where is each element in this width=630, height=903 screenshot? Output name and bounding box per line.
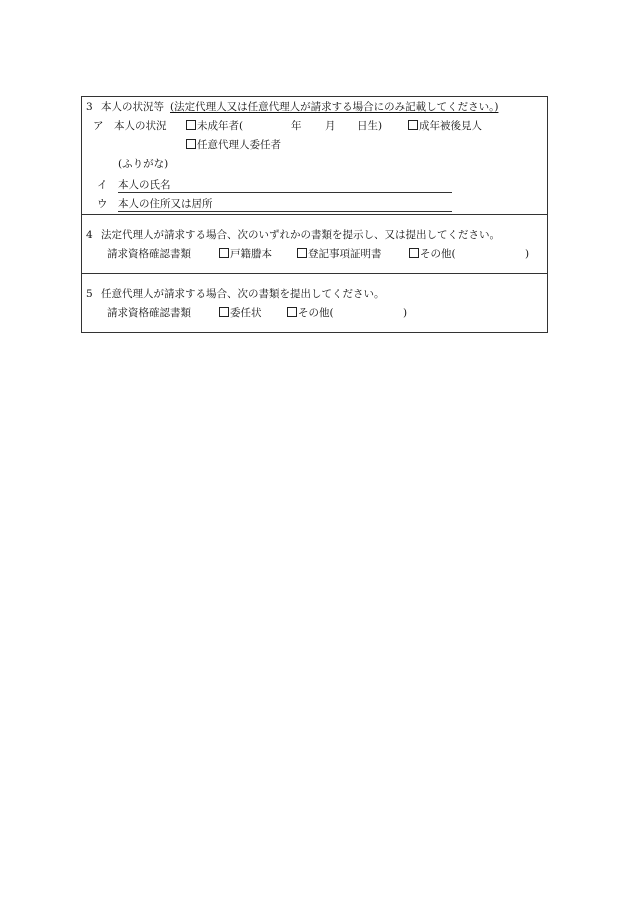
section-5-other-close: ) [403, 307, 408, 319]
section-5-voluntary-representative [82, 274, 547, 332]
name-input-line[interactable] [118, 192, 452, 193]
section-3-principal-status [82, 97, 547, 215]
section-4-other-close: ) [525, 248, 530, 260]
section-4-number: 4 [86, 229, 93, 241]
registry-certificate-label: 登記事項証明書 [308, 248, 382, 260]
furigana-label: (ふりがな) [118, 158, 169, 170]
section-5-text: 任意代理人が請求する場合、次の書類を提出してください。 [101, 288, 385, 300]
principal-checkbox[interactable] [186, 139, 281, 152]
item-u-marker: ウ [97, 198, 108, 210]
power-of-attorney-checkbox[interactable] [219, 307, 262, 320]
family-register-label: 戸籍謄本 [230, 248, 272, 260]
section-4-other-checkbox[interactable] [409, 248, 456, 261]
section-4-docs-label: 請求資格確認書類 [107, 248, 191, 260]
birthdate-label: 日生) [357, 120, 383, 132]
month-label: 月 [325, 120, 336, 132]
principal-label: 任意代理人委任者 [197, 139, 281, 151]
minor-label: 未成年者( [197, 120, 244, 132]
section-5-other-checkbox[interactable] [287, 307, 334, 320]
item-i-marker: イ [97, 179, 108, 191]
family-register-checkbox[interactable] [219, 248, 272, 261]
section-4-legal-representative [82, 215, 547, 274]
adult-guardian-label: 成年被後見人 [419, 120, 482, 132]
minor-checkbox[interactable] [186, 120, 243, 133]
section-3-number: 3 [86, 101, 93, 113]
section-3-title: 本人の状況等 [101, 101, 164, 113]
section-5-number: 5 [86, 288, 93, 300]
address-input-line[interactable] [118, 211, 452, 212]
year-label: 年 [291, 120, 302, 132]
section-3-note: (法定代理人又は任意代理人が請求する場合にのみ記載してください。) [170, 101, 499, 113]
registry-certificate-checkbox[interactable] [297, 248, 382, 261]
section-4-other-label: その他( [420, 248, 456, 260]
name-label: 本人の氏名 [118, 179, 171, 191]
section-4-text: 法定代理人が請求する場合、次のいずれかの書類を提示し、又は提出してください。 [101, 229, 500, 241]
adult-guardian-checkbox[interactable] [408, 120, 482, 133]
section-5-docs-label: 請求資格確認書類 [107, 307, 191, 319]
power-of-attorney-label: 委任状 [230, 307, 262, 319]
form-box [81, 96, 548, 333]
section-5-other-label: その他( [298, 307, 334, 319]
status-label: ア 本人の状況 [93, 120, 167, 132]
address-label: 本人の住所又は居所 [118, 198, 213, 210]
